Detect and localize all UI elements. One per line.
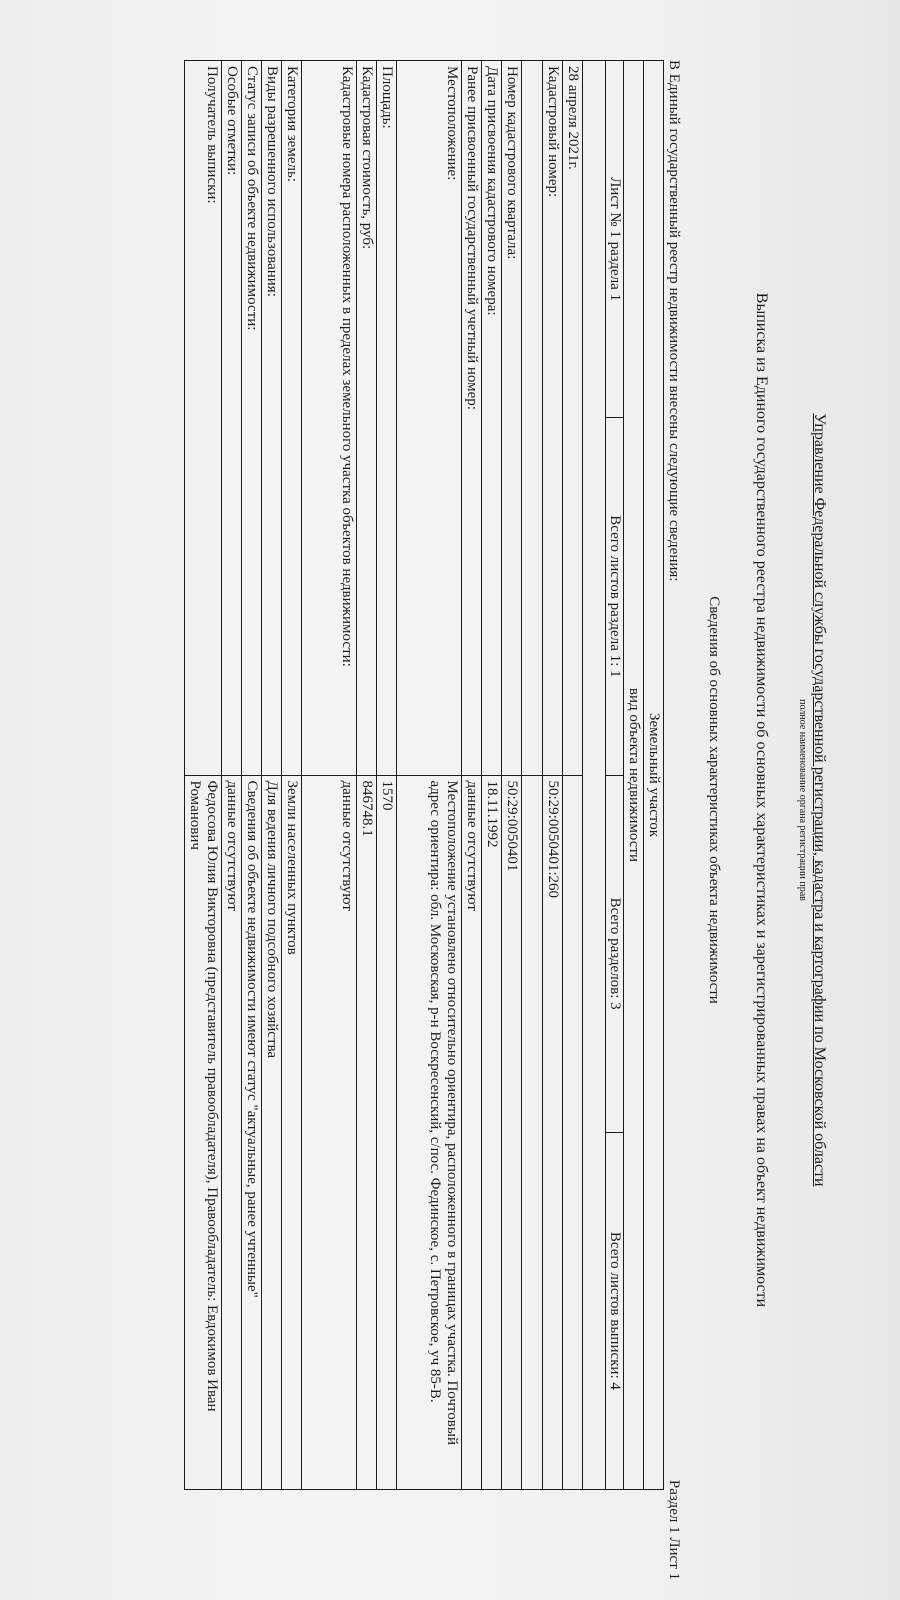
- signature-row: [583, 61, 606, 1490]
- section-reference: Раздел 1 Лист 1: [666, 1479, 682, 1580]
- row-label: Статус записи об объекте недвижимости:: [242, 61, 262, 776]
- spacer-row: [522, 61, 543, 1490]
- row-value: Сведения об объекте недвижимости имеют статус "актуальные, ранее учтенные": [242, 775, 262, 1490]
- date-row: [563, 61, 583, 1490]
- characteristics-table: [184, 60, 664, 1490]
- table-row: [302, 61, 357, 1490]
- table-row: [462, 61, 482, 1490]
- table-row: [543, 61, 563, 1490]
- row-label: Номер кадастрового квартала:: [502, 61, 522, 776]
- sheet-number: Лист № 1 раздела 1: [607, 177, 623, 302]
- table-row: [282, 61, 302, 1490]
- row-value: 50:29:0050401:260: [543, 775, 563, 1490]
- row-value: данные отсутствуют: [462, 775, 482, 1490]
- row-label: Получатель выписки:: [185, 61, 222, 776]
- row-value: 18.11.1992: [482, 775, 502, 1490]
- sheet-info: [606, 61, 623, 1489]
- row-label: Дата присвоения кадастрового номера:: [482, 61, 502, 776]
- row-label: Ранее присвоенный государственный учетный номер:: [462, 61, 482, 776]
- row-label: Кадастровые номера расположенных в пределах земельного участка объектов недвижимости:: [302, 61, 357, 776]
- table-row: [222, 61, 242, 1490]
- row-value: Для ведения личного подсобного хозяйства: [262, 775, 282, 1490]
- total-sections: Всего разделов: 3: [606, 775, 623, 1132]
- row-value: данные отсутствуют: [222, 775, 242, 1490]
- organization-caption: полное наименование органа регистрации прав: [797, 699, 808, 901]
- row-label: Кадастровый номер:: [543, 61, 563, 776]
- row-label: Виды разрешенного использования:: [262, 61, 282, 776]
- row-value: 50:29:0050401: [502, 775, 522, 1490]
- object-type-caption: вид объекта недвижимости: [626, 687, 642, 863]
- total-sheets: Всего листов выписки: 4: [606, 1132, 623, 1489]
- row-value: 1570: [377, 775, 397, 1490]
- row-label: Категория земель:: [282, 61, 302, 776]
- row-label: Площадь:: [377, 61, 397, 776]
- intro-text: В Единый государственный реестр недвижимости внесены следующие сведения:: [666, 60, 682, 582]
- table-row: [482, 61, 502, 1490]
- row-value: данные отсутствуют: [302, 775, 357, 1490]
- sheet-info-row: [606, 61, 624, 1490]
- sheets-in-section: Всего листов раздела 1: 1: [606, 417, 623, 774]
- table-row: [377, 61, 397, 1490]
- row-label: Особые отметки:: [222, 61, 242, 776]
- organization-name: Управление Федеральной службы государственной регистрации, кадастра и картографии по Московской области: [811, 413, 828, 1187]
- object-type: Земельный участок: [646, 712, 662, 838]
- table-row: [397, 61, 462, 1490]
- object-type-row: [644, 61, 664, 1490]
- table-row: [185, 61, 222, 1490]
- table-row: [262, 61, 282, 1490]
- table-row: [357, 61, 377, 1490]
- document-title: Выписка из Единого государственного реестра недвижимости об основных характеристиках и зарегистрированных правах на объект недвижимости: [753, 292, 770, 1308]
- table-row: [242, 61, 262, 1490]
- row-label: Кадастровая стоимость, руб:: [357, 61, 377, 776]
- row-value: Федосова Юлия Викторовна (представитель правообладателя), Правообладатель: Евдокимов Иван Романович: [185, 775, 222, 1490]
- object-type-caption-row: [624, 61, 644, 1490]
- row-value: Местоположение установлено относительно ориентира, расположенного в границах участка. Почтовый адрес ориентира: обл. Московская, р-н Воскресенский, с/пос. Фединское, с. Петровское, уч 85-В.: [397, 775, 462, 1490]
- row-value: Земли населенных пунктов: [282, 775, 302, 1490]
- row-label: Местоположение:: [397, 61, 462, 776]
- extract-date: 28 апреля 2021г.: [563, 61, 583, 776]
- info-heading: Сведения об основных характеристиках объекта недвижимости: [706, 596, 722, 1004]
- row-value: 846748.1: [357, 775, 377, 1490]
- table-row: [502, 61, 522, 1490]
